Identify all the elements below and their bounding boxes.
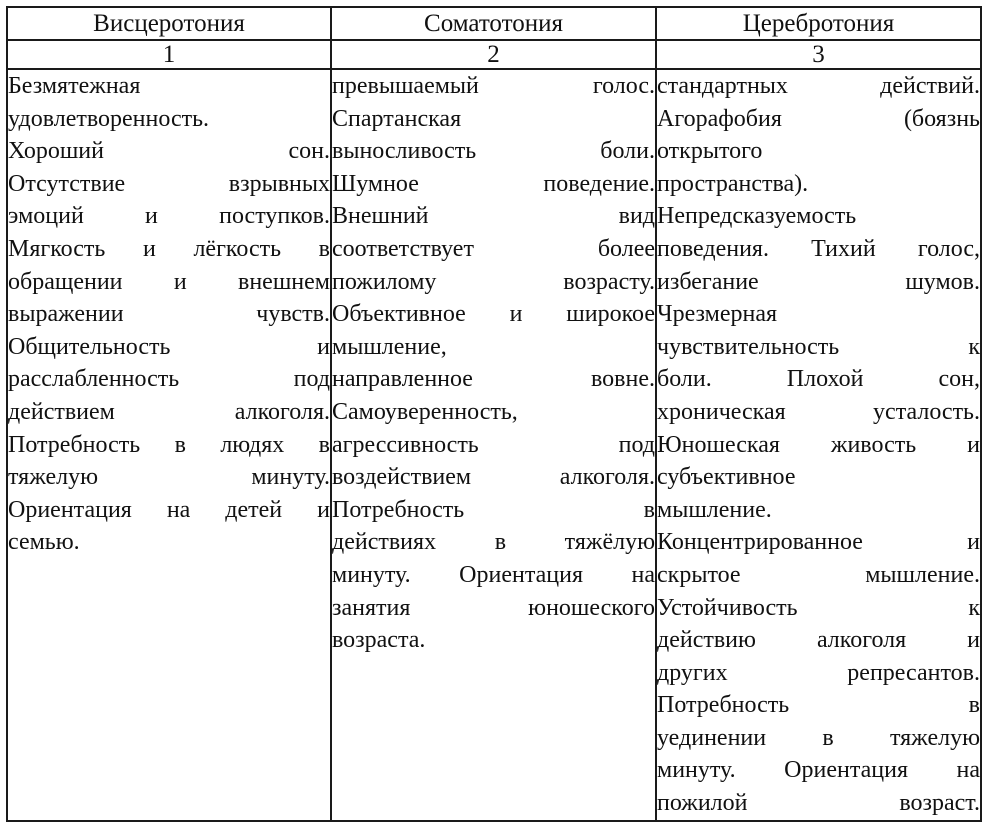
text-line: удовлетворенность. — [8, 105, 210, 132]
text-line: воздействием алкоголя. — [332, 464, 655, 491]
text-line: пожилой возраст. — [657, 790, 980, 817]
text-line: Шумное поведение. — [332, 170, 655, 197]
cell-viscerotonia — [7, 69, 331, 821]
text-line: пожилому возрасту. — [332, 268, 655, 295]
column-header-viscerotonia: Висцеротония — [7, 7, 331, 40]
text-line: чувствительность к — [657, 333, 980, 360]
text-line: обращении и внешнем — [8, 268, 330, 295]
text-line: минуту. Ориентация на — [657, 757, 980, 784]
text-line: Чрезмерная — [657, 301, 778, 328]
text-line: выносливость боли. — [332, 138, 655, 165]
text-line: мышление. — [657, 496, 772, 523]
text-line: действию алкоголя и — [657, 627, 980, 654]
text-line: Ориентация на детей и — [8, 496, 330, 523]
text-line: эмоций и поступков. — [8, 203, 330, 230]
text-line: Объективное и широкое — [332, 301, 655, 328]
column-number-3: 3 — [656, 40, 981, 69]
text-line: расслабленность под — [8, 366, 330, 393]
header-row — [7, 7, 981, 40]
text-line: Юношеская живость и — [657, 431, 980, 458]
text-line: действиях в тяжёлую — [332, 529, 655, 556]
text-line: минуту. Ориентация на — [332, 561, 655, 588]
text-line: Потребность в — [657, 692, 980, 719]
text-line: агрессивность под — [332, 431, 655, 458]
text-line: Концентрированное и — [657, 529, 980, 556]
text-line: боли. Плохой сон, — [657, 366, 980, 393]
column-number-2: 2 — [331, 40, 656, 69]
temperament-table — [6, 6, 982, 822]
text-line: Потребность в — [332, 496, 655, 523]
text-line: Безмятежная — [8, 73, 141, 99]
text-line: хроническая усталость. — [657, 398, 980, 425]
text-line: Внешний вид — [332, 203, 655, 230]
text-line: мышление, — [332, 333, 447, 360]
number-row — [7, 40, 981, 69]
text-line: открытого — [657, 138, 763, 165]
text-line: субъективное — [657, 464, 796, 491]
text-line: других репресантов. — [657, 659, 980, 686]
text-line: превышаемый голос. — [332, 73, 655, 99]
text-line: Хороший сон. — [8, 138, 330, 165]
text-line: избегание шумов. — [657, 268, 980, 295]
text-line: тяжелую минуту. — [8, 464, 330, 491]
text-line: Спартанская — [332, 105, 462, 132]
column-header-cerebrotonia: Церебротония — [656, 7, 981, 40]
text-line: Самоуверенность, — [332, 398, 518, 425]
text-line: пространства). — [657, 170, 809, 197]
text-line: выражении чувств. — [8, 301, 330, 328]
text-line: Общительность и — [8, 333, 330, 360]
text-line: семью. — [8, 529, 80, 556]
text-line: Непредсказуемость — [657, 203, 857, 230]
text-line: скрытое мышление. — [657, 561, 980, 588]
text-line: занятия юношеского — [332, 594, 655, 621]
text-line: поведения. Тихий голос, — [657, 235, 980, 262]
cell-cerebrotonia — [656, 69, 981, 821]
text-line: соответствует более — [332, 235, 655, 262]
cell-somatotonia — [331, 69, 656, 821]
column-number-1: 1 — [7, 40, 331, 69]
text-line: уединении в тяжелую — [657, 724, 980, 751]
text-line: возраста. — [332, 627, 426, 654]
text-line: Потребность в людях в — [8, 431, 330, 458]
text-line: Отсутствие взрывных — [8, 170, 330, 197]
text-line: Устойчивость к — [657, 594, 980, 621]
column-header-somatotonia: Соматотония — [331, 7, 656, 40]
text-line: Агорафобия (боязнь — [657, 105, 980, 132]
text-line: стандартных действий. — [657, 73, 980, 99]
text-line: Мягкость и лёгкость в — [8, 235, 330, 262]
content-row — [7, 69, 981, 821]
text-line: действием алкоголя. — [8, 398, 330, 425]
text-line: направленное вовне. — [332, 366, 655, 393]
